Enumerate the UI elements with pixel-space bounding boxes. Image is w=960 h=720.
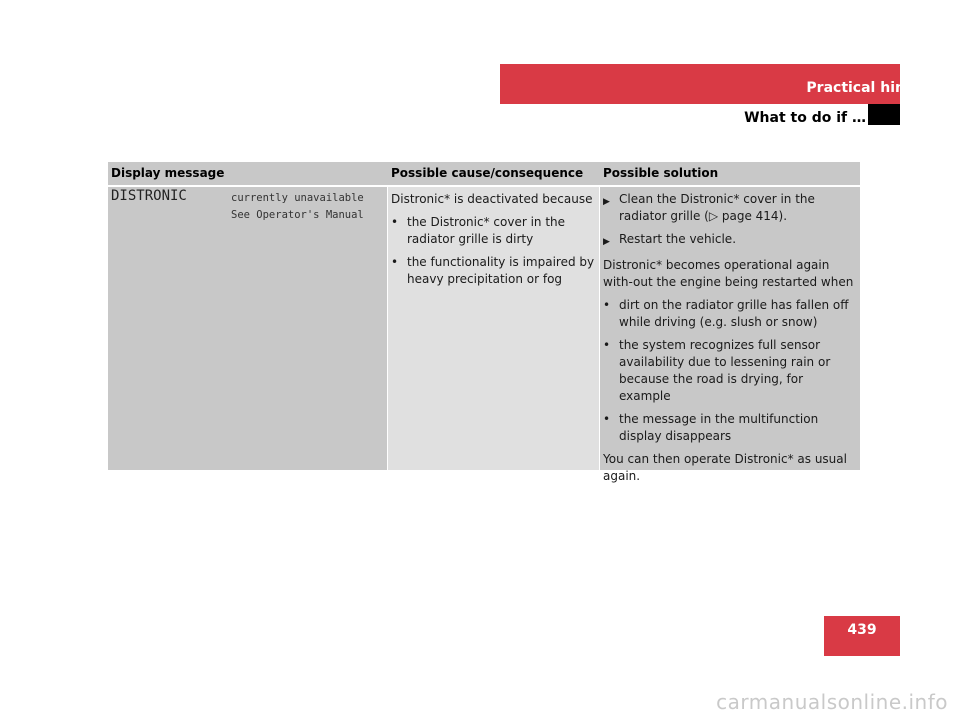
solution-bullet-text: the message in the multifunction display disappears	[619, 412, 819, 443]
subsection-title: What to do if …	[744, 110, 866, 126]
page-number-box	[824, 616, 900, 656]
solution-paragraph: Distronic* becomes operational again with-out the engine being restarted when	[603, 258, 854, 289]
list-item	[391, 254, 595, 288]
display-message-cell	[108, 187, 387, 470]
list-item	[603, 411, 856, 445]
bullet-icon: •	[603, 338, 611, 352]
display-message-line2: See Operator's Manual	[231, 209, 364, 221]
solution-step	[603, 231, 856, 251]
step-arrow-icon: ▶	[603, 197, 610, 207]
bullet-icon: •	[603, 298, 611, 312]
display-message-line1: currently unavailable	[231, 192, 364, 204]
solution-paragraph: You can then operate Distronic* as usual again.	[603, 452, 847, 483]
column-header-cause: Possible cause/consequence	[391, 166, 584, 180]
step-arrow-icon: ▶	[603, 237, 610, 247]
solution-bullet-text: the system recognizes full sensor availability due to lessening rain or because the road is drying, for example	[619, 338, 831, 403]
column-header-solution: Possible solution	[603, 166, 719, 180]
message-table	[108, 162, 860, 483]
table-row	[108, 187, 860, 483]
bullet-icon: •	[603, 412, 611, 426]
cause-bullet-text: the Distronic* cover in the radiator grille is dirty	[407, 215, 566, 246]
section-tab-marker	[868, 104, 900, 125]
watermark: carmanualsonline.info	[716, 690, 948, 714]
display-message-detail	[231, 190, 364, 224]
solution-step	[603, 191, 856, 225]
display-message-main: DISTRONIC	[111, 188, 187, 204]
solution-bullet-text: dirt on the radiator grille has fallen off while driving (e.g. slush or snow)	[619, 298, 849, 329]
cause-intro: Distronic* is deactivated because	[391, 192, 593, 206]
list-item	[603, 337, 856, 405]
solution-step-text: Restart the vehicle.	[619, 232, 737, 246]
cause-cell	[388, 187, 599, 470]
solution-step-text: Clean the Distronic* cover in the radiator grille (▷ page 414).	[619, 192, 815, 223]
solution-cell	[600, 187, 860, 483]
list-item	[603, 297, 856, 331]
column-header-display-message: Display message	[111, 166, 225, 180]
bullet-icon: •	[391, 215, 399, 229]
section-title: Practical hints	[806, 80, 920, 96]
table-header	[108, 162, 860, 185]
cause-bullet-text: the functionality is impaired by heavy precipitation or fog	[407, 255, 595, 286]
bullet-icon: •	[391, 255, 399, 269]
list-item	[391, 214, 595, 248]
display-message	[108, 187, 387, 227]
page-number: 439	[847, 622, 877, 638]
